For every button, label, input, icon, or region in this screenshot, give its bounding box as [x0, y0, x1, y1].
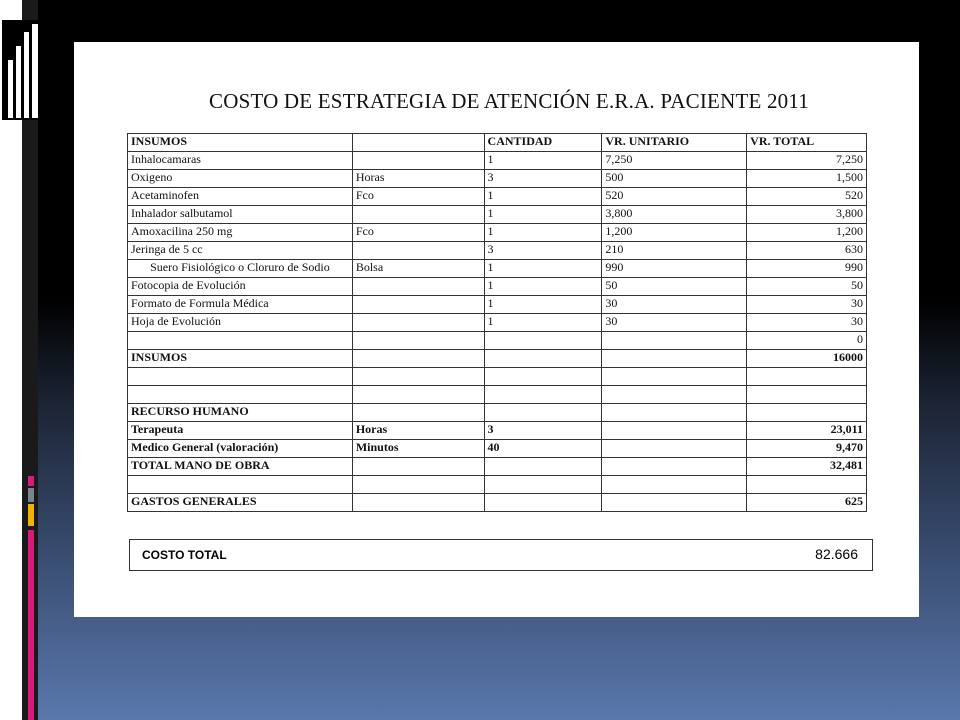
- cell-unidad: Horas: [352, 170, 484, 188]
- cell-cantidad: 3: [484, 242, 602, 260]
- recurso-humano-header-row: [128, 404, 867, 422]
- magenta-side-mark-top: [28, 476, 34, 486]
- table-row: [128, 260, 867, 278]
- cell-item: Terapeuta: [128, 422, 353, 440]
- cell-item: Acetaminofen: [128, 188, 353, 206]
- cell-total: 30: [747, 314, 867, 332]
- cell-unidad: Horas: [352, 422, 484, 440]
- book-columns-icon: [2, 20, 38, 120]
- cell-unidad: Fco: [352, 224, 484, 242]
- cell-unitario: 210: [602, 242, 747, 260]
- cell-total: 50: [747, 278, 867, 296]
- table-row: [128, 152, 867, 170]
- gold-side-mark: [28, 504, 34, 526]
- cell-unitario: 3,800: [602, 206, 747, 224]
- cell-unidad: Bolsa: [352, 260, 484, 278]
- cell-cantidad: 3: [484, 422, 602, 440]
- costo-total-value: 82.666: [815, 546, 858, 562]
- cell-item: Inhalador salbutamol: [128, 206, 353, 224]
- header-cantidad: CANTIDAD: [484, 134, 602, 152]
- header-vr-unitario: VR. UNITARIO: [602, 134, 747, 152]
- cell-total: 1,500: [747, 170, 867, 188]
- table-header-row: [128, 134, 867, 152]
- table-row: [128, 242, 867, 260]
- table-row: [128, 170, 867, 188]
- cell-total: 520: [747, 188, 867, 206]
- cell-item: Oxigeno: [128, 170, 353, 188]
- cell-unitario: 520: [602, 188, 747, 206]
- cell-unitario: 50: [602, 278, 747, 296]
- empty-row: [128, 368, 867, 386]
- cell-unitario: 7,250: [602, 152, 747, 170]
- costo-total-label: COSTO TOTAL: [142, 548, 227, 562]
- cell-total: 990: [747, 260, 867, 278]
- cell-item: Formato de Formula Médica: [128, 296, 353, 314]
- cell-unidad: [352, 278, 484, 296]
- cell-cantidad: 1: [484, 188, 602, 206]
- cell-total: 23,011: [747, 422, 867, 440]
- blank-total: 0: [747, 332, 867, 350]
- cell-unitario: 1,200: [602, 224, 747, 242]
- cell-total: 3,800: [747, 206, 867, 224]
- cell-total: 630: [747, 242, 867, 260]
- cell-unitario: 30: [602, 296, 747, 314]
- cell-cantidad: 1: [484, 314, 602, 332]
- table-row: [128, 440, 867, 458]
- cell-unidad: [352, 314, 484, 332]
- cost-table: [127, 133, 867, 512]
- cell-unidad: [352, 206, 484, 224]
- cell-item: Medico General (valoración): [128, 440, 353, 458]
- empty-row: [128, 476, 867, 494]
- insumos-subtotal-value: 16000: [747, 350, 867, 368]
- cell-cantidad: 1: [484, 152, 602, 170]
- total-mano-obra-value: 32,481: [747, 458, 867, 476]
- table-row: [128, 422, 867, 440]
- magenta-side-mark-bottom: [28, 530, 34, 720]
- cell-total: 30: [747, 296, 867, 314]
- total-mano-obra-row: [128, 458, 867, 476]
- cell-unidad: Minutos: [352, 440, 484, 458]
- cell-item: Suero Fisiológico o Cloruro de Sodio: [128, 260, 353, 278]
- gray-side-mark: [28, 488, 34, 502]
- table-row: [128, 296, 867, 314]
- costo-total-box: [129, 539, 873, 571]
- cell-cantidad: 1: [484, 278, 602, 296]
- cell-unitario: 30: [602, 314, 747, 332]
- table-row: [128, 188, 867, 206]
- cell-item: Hoja de Evolución: [128, 314, 353, 332]
- header-vr-total: VR. TOTAL: [747, 134, 867, 152]
- header-insumos: INSUMOS: [128, 134, 353, 152]
- table-row: [128, 206, 867, 224]
- cell-cantidad: 40: [484, 440, 602, 458]
- cell-unidad: Fco: [352, 188, 484, 206]
- blank-row: [128, 332, 867, 350]
- cell-total: 7,250: [747, 152, 867, 170]
- cell-unitario: 500: [602, 170, 747, 188]
- gastos-generales-row: [128, 494, 867, 512]
- header-unidad: [352, 134, 484, 152]
- cell-total: 9,470: [747, 440, 867, 458]
- cell-unidad: [352, 296, 484, 314]
- cell-cantidad: 1: [484, 260, 602, 278]
- recurso-humano-label: RECURSO HUMANO: [128, 404, 353, 422]
- cell-cantidad: 3: [484, 170, 602, 188]
- slide-content: [74, 42, 919, 617]
- cell-cantidad: 1: [484, 224, 602, 242]
- cell-unidad: [352, 152, 484, 170]
- cell-item: Inhalocamaras: [128, 152, 353, 170]
- empty-row: [128, 386, 867, 404]
- total-mano-obra-label: TOTAL MANO DE OBRA: [128, 458, 353, 476]
- table-row: [128, 314, 867, 332]
- cell-cantidad: 1: [484, 296, 602, 314]
- insumos-subtotal-label: INSUMOS: [128, 350, 353, 368]
- cell-item: Fotocopia de Evolución: [128, 278, 353, 296]
- cell-total: 1,200: [747, 224, 867, 242]
- table-row: [128, 278, 867, 296]
- insumos-subtotal-row: [128, 350, 867, 368]
- gastos-generales-value: 625: [747, 494, 867, 512]
- gastos-generales-label: GASTOS GENERALES: [128, 494, 353, 512]
- table-row: [128, 224, 867, 242]
- cell-unidad: [352, 242, 484, 260]
- cell-item: Amoxacilina 250 mg: [128, 224, 353, 242]
- cell-cantidad: 1: [484, 206, 602, 224]
- cell-unitario: 990: [602, 260, 747, 278]
- cell-item: Jeringa de 5 cc: [128, 242, 353, 260]
- page-title: COSTO DE ESTRATEGIA DE ATENCIÓN E.R.A. PACIENTE 2011: [209, 89, 809, 113]
